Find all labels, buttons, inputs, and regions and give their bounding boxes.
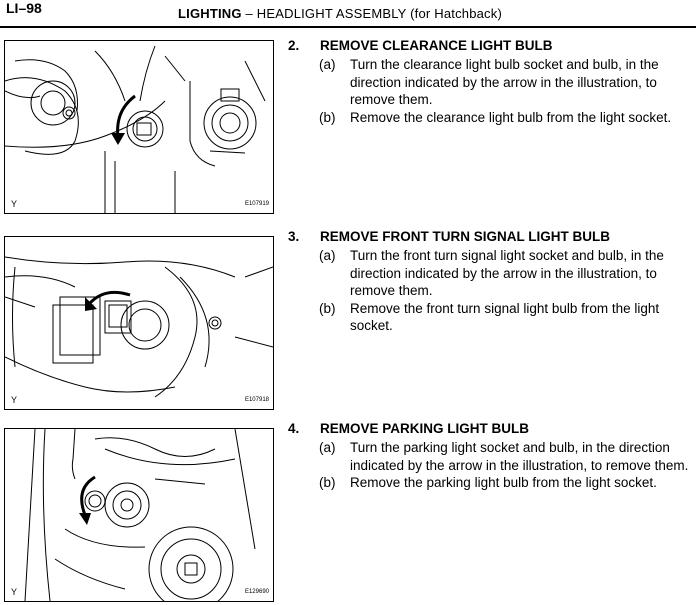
- figure-corner-label: Y: [11, 587, 18, 597]
- substep-text: Turn the parking light socket and bulb, in the direction indicated by the arrow in the illustration, to remove them.: [350, 440, 689, 473]
- turn-signal-illustration: [4, 236, 274, 410]
- subsection-title: – HEADLIGHT ASSEMBLY (for Hatchback): [241, 6, 502, 21]
- substep-text: Turn the clearance light bulb socket and bulb, in the direction indicated by the arrow in the illustration, to remove them.: [350, 57, 659, 107]
- step-remove-parking-bulb: [288, 421, 692, 492]
- substep-text: Remove the clearance light bulb from the light socket.: [350, 109, 672, 125]
- figure-code: E107919: [244, 201, 269, 207]
- step-remove-turn-signal-bulb: [288, 229, 692, 335]
- substep-text: Remove the parking light bulb from the light socket.: [350, 475, 657, 490]
- page-id: LI–98: [6, 0, 42, 16]
- step-number: 3.: [288, 229, 300, 244]
- figure-code: E129690: [244, 589, 269, 595]
- substep-text: Remove the front turn signal light bulb from the light socket.: [350, 300, 660, 333]
- substep-label: (b): [319, 300, 336, 316]
- step-remove-clearance-bulb: [288, 38, 692, 126]
- substep-label: (a): [319, 57, 336, 72]
- figure-corner-label: Y: [11, 395, 18, 405]
- substep-label: (b): [319, 109, 336, 125]
- substep: [288, 439, 692, 474]
- substep-label: (a): [319, 248, 336, 263]
- header-divider: [0, 26, 696, 28]
- section-title: LIGHTING: [178, 6, 242, 21]
- parking-light-illustration: [4, 428, 274, 602]
- figure-corner-label: Y: [11, 199, 18, 209]
- page-header-title: [178, 6, 502, 21]
- substep-label: (a): [319, 440, 336, 455]
- substep: [288, 247, 692, 300]
- step-heading: [288, 38, 692, 56]
- substep-label: (b): [319, 475, 336, 490]
- step-number: 2.: [288, 38, 300, 53]
- step-title: REMOVE PARKING LIGHT BULB: [320, 421, 529, 436]
- step-title: REMOVE CLEARANCE LIGHT BULB: [320, 38, 553, 53]
- step-heading: [288, 421, 692, 439]
- figure-code: E107918: [244, 397, 269, 403]
- substep: [288, 300, 692, 335]
- step-number: 4.: [288, 421, 300, 436]
- substep: [288, 109, 692, 127]
- substep-text: Turn the front turn signal light socket and bulb, in the direction indicated by the arrow in the illustration, to remove them.: [350, 248, 664, 298]
- clearance-light-illustration: [4, 40, 274, 214]
- substep: [288, 56, 692, 109]
- step-title: REMOVE FRONT TURN SIGNAL LIGHT BULB: [320, 229, 610, 244]
- substep: [288, 474, 692, 492]
- step-heading: [288, 229, 692, 247]
